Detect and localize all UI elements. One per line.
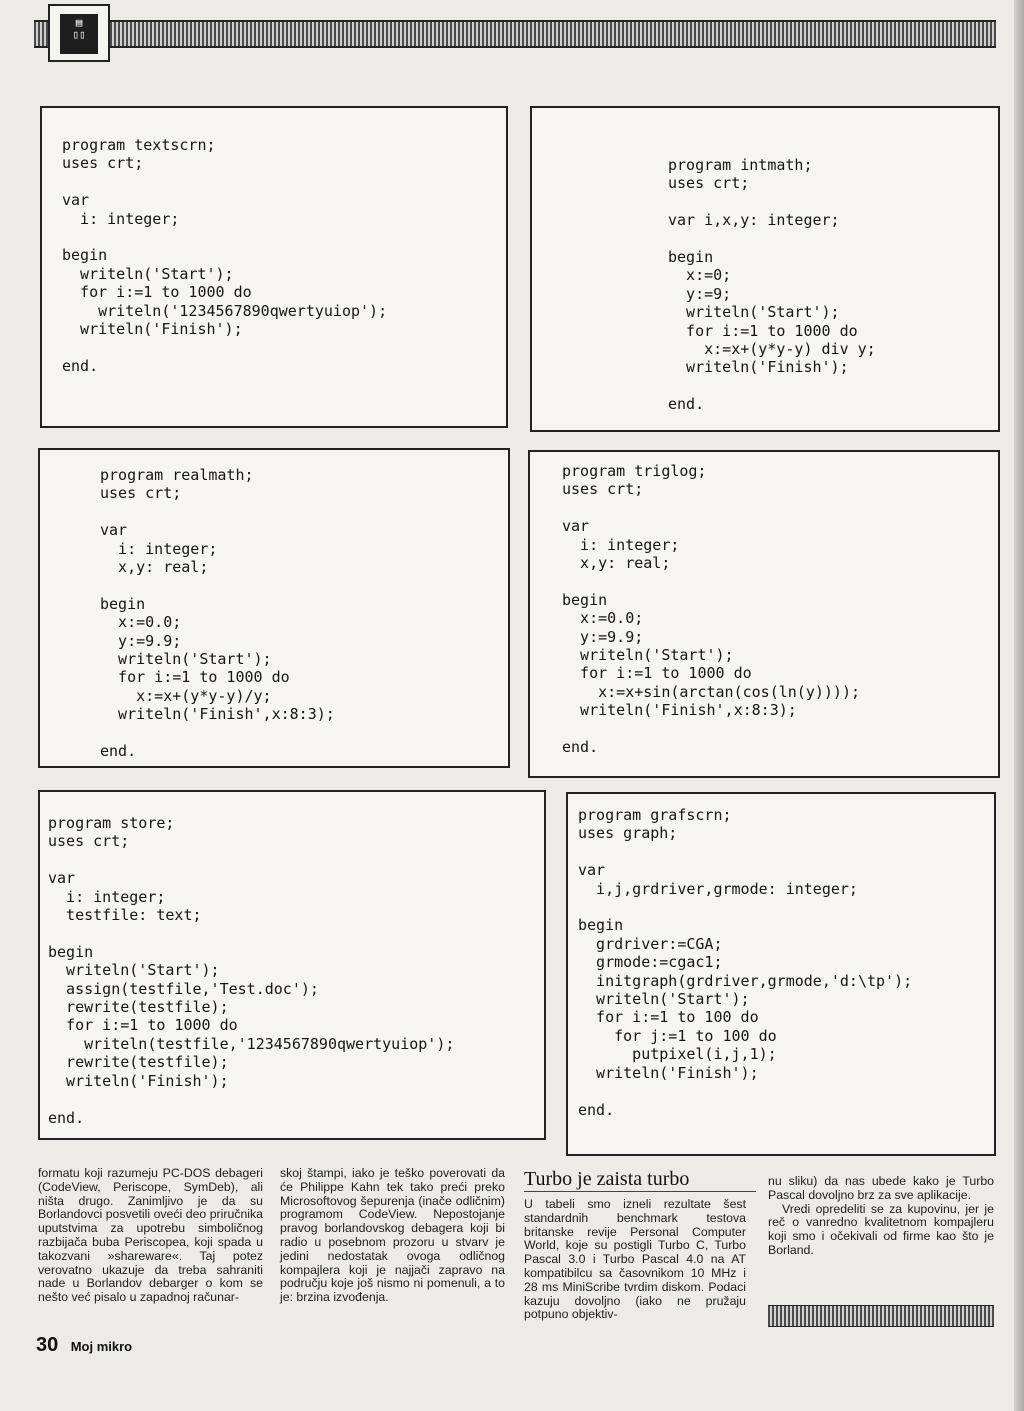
listing-triglog bbox=[528, 450, 1000, 778]
column-2-text: skoj štampi, iako je teško poverovati da će Philippe Kahn tek tako preći preko Microsoftovog šepurenja (inače odličnim) programom CodeView. Nepostojanje pravog borlandovskog debagera koji bi radio u posebnom prozoru u stvarv je jedini nedostatak ovoga odličnog kompajlera koji je najjači zapravo na području koje još nismo ni pomenuli, a to je: brzina izvođenja. bbox=[280, 1166, 505, 1305]
column-3-text: U tabeli smo izneli rezultate šest standardnih benchmark testova britanske revije Personal Computer World, koje su postigli Turbo C, Turbo Pascal 3.0 i Turbo Pascal 4.0 na AT kompatibilcu sa časovnikom 10 MHz i 28 ms MiniScribe tvrdim diskom. Podaci kazuju dovoljno (iako ne pružaju potpuno objektiv- bbox=[524, 1197, 746, 1322]
page-number: 30 bbox=[36, 1334, 59, 1356]
floppy-disk-label-area: ▤ ▯▯ bbox=[60, 14, 98, 54]
listing-grafscrn-code: program grafscrn; uses graph; var i,j,grdriver,grmode: integer; begin grdriver:=CGA; grmode:=cgac1; initgraph(grdriver,grmode,'d:\tp'); writeln('Start'); for i:=1 to 100 do for j:=1 to 100 do putpixel(i,j,1); writeln('Finish'); end. bbox=[578, 806, 913, 1119]
article-column-2 bbox=[280, 1167, 505, 1305]
listing-intmath-code: program intmath; uses crt; var i,x,y: integer; begin x:=0; y:=9; writeln('Start'); for i:=1 to 1000 do x:=x+(y*y-y) div y; writeln('Finish'); end. bbox=[668, 156, 876, 414]
listing-grafscrn bbox=[566, 792, 996, 1156]
listing-store bbox=[38, 790, 546, 1140]
listing-triglog-code: program triglog; uses crt; var i: integer; x,y: real; begin x:=0.0; y:=9.9; writeln('Start'); for i:=1 to 1000 do x:=x+sin(arctan(cos(ln(y)))); writeln('Finish',x:8:3); end. bbox=[562, 462, 861, 757]
listing-intmath bbox=[530, 106, 1000, 432]
listing-textscrn-code: program textscrn; uses crt; var i: integer; begin writeln('Start'); for i:=1 to 1000 do writeln('1234567890qwertyuiop'); writeln('Finish'); end. bbox=[62, 136, 388, 375]
listing-realmath-code: program realmath; uses crt; var i: integer; x,y: real; begin x:=0.0; y:=9.9; writeln('Start'); for i:=1 to 1000 do x:=x+(y*y-y)/y; writeln('Finish',x:8:3); end. bbox=[100, 466, 335, 761]
floppy-disk-icon bbox=[48, 4, 110, 62]
decorative-stripe bbox=[768, 1305, 994, 1327]
listing-store-code: program store; uses crt; var i: integer; testfile: text; begin writeln('Start'); assign(testfile,'Test.doc'); rewrite(testfile); for i:=1 to 1000 do writeln(testfile,'1234567890qwertyuiop'); rewrite(testfile); writeln('Finish'); end. bbox=[48, 814, 455, 1127]
page-footer bbox=[36, 1334, 132, 1357]
column-4-paragraph-2: Vredi opredeliti se za kupovinu, jer je reč o vanredno kvalitetnom kompajleru koji smo i očekivali od firme kao što je Borland. bbox=[768, 1201, 994, 1257]
header-rule bbox=[34, 20, 996, 48]
article-column-1 bbox=[38, 1167, 263, 1305]
magazine-name: Moj mikro bbox=[70, 1339, 133, 1354]
article-column-3 bbox=[524, 1198, 746, 1322]
column-4-paragraph-1: nu sliku) da nas ubede kako je Turbo Pascal dovoljno brz za sve aplikacije. bbox=[768, 1174, 994, 1202]
section-heading: Turbo je zaista turbo bbox=[524, 1167, 756, 1192]
page-edge bbox=[1014, 0, 1024, 1411]
listing-textscrn bbox=[40, 106, 508, 428]
column-1-text: formatu koji razumeju PC-DOS debageri (CodeView, Periscope, SymDeb), ali ništa drugo. Zanimljivo je da su Borlandovci posvetili oveći deo priručnika uputstvima za upotrebu simboličnog razbijača buba Periscopea, koji spada u takozvani »shareware«. Taj potez verovatno ukazuje da treba sahraniti nade u Borlandov debarger o kom se nešto već pisalo u zapadnoj računar- bbox=[38, 1166, 263, 1305]
article-column-4 bbox=[768, 1175, 994, 1258]
listing-realmath bbox=[38, 448, 510, 768]
